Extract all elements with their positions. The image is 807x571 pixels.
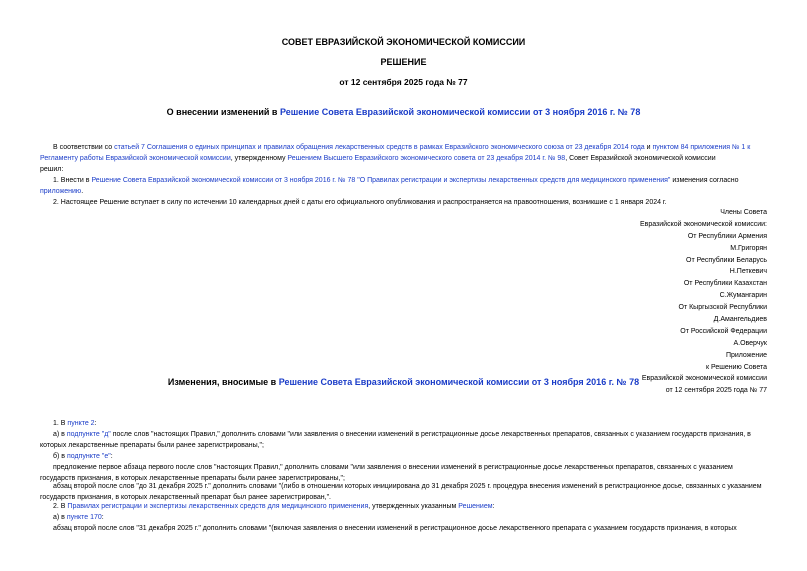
link-point-84-annex[interactable]: пунктом 84 приложения № 1 к Регламенту работы Евразийской экономической комиссии [40,144,751,162]
signature-line: От Республики Беларусь [686,256,767,264]
annex-item-2a-paragraph: абзац второй после слов "31 декабря 2025 г." дополнить словами "(включая заявления о внесении изменений в регистрационное досье лекарственного препарата с указанием государств признания, в которых [53,525,737,532]
document-title-link[interactable]: Решение Совета Евразийской экономической комиссии от 3 ноября 2016 г. № 78 [279,107,641,117]
preamble-text-2: и [644,144,653,151]
signature-line: к Решению Совета [705,363,767,371]
annex-title-prefix: Изменения, вносимые в [167,377,279,387]
annex-item-1b [40,451,770,462]
link-point-2[interactable]: пункте 2 [67,420,95,427]
signature-line: От Кыргызской Республики [678,304,767,312]
preamble-text-4: , Совет Евразийской экономической комиссии [565,155,716,162]
annex-item-1 [40,418,770,429]
link-subpoint-e[interactable]: подпункте "е" [66,453,111,460]
signature-line: От Республики Казахстан [683,280,767,288]
item1-text-1: 1. Внести в [53,177,92,184]
link-article-7-agreement[interactable]: статьей 7 Соглашения о единых принципах и правилах обращения лекарственных средств в рамках Евразийского экономического союза от 23 декабря 2014 года [114,144,645,151]
link-subpoint-d[interactable]: подпункте "д" [66,431,111,438]
document-type: РЕШЕНИЕ [380,57,427,67]
annex-item-1b-paragraph-2: абзац второй после слов "до 31 декабря 2025 г." дополнить словами "(либо в отношении которых инициирована до 31 декабря 2025 г. процедура внесения изменений в регистрационное досье, связанных с указанием государств признания, в которых лекарственный препарат был ранее зарегистрирован,". [40,483,762,501]
annex-item-1b-paragraph-1: предложение первое абзаца первого после слов "настоящих Правил," дополнить словами "или заявления о внесении изменений в регистрационные досье лекарственных препаратов, связанных с указанием государств признания, в которых лекарственные препараты были ранее зарегистрированы,"; [40,464,733,482]
annex-title [0,377,807,387]
item1-text-2: изменения согласно [670,177,739,184]
preamble-text-3: , утвержденному [230,155,288,162]
signature-line: Приложение [725,351,767,359]
resolved-label: решил: [40,166,64,173]
annex-item-1b-text-1: б) в [53,453,67,460]
signature-line: Евразийской экономической комиссии [641,375,767,383]
document-title-prefix: О внесении изменений в [166,107,280,117]
signature-line: Евразийской экономической комиссии: [639,220,767,228]
document-title [0,107,807,117]
annex-item-2-text-2: , утвержденных указанным [368,503,459,510]
link-decision-98[interactable]: Решением Высшего Евразийского экономического совета от 23 декабря 2014 г. № 98 [287,155,566,162]
annex-item-1-text: 1. В [53,420,68,427]
annex-item-2-text-1: 2. В [53,503,68,510]
annex-item-2a [40,512,770,523]
signature-line: От Российской Федерации [680,327,767,335]
signature-line: от 12 сентября 2025 года № 77 [665,387,767,395]
annex-item-1a-text-1: а) в [53,431,67,438]
link-decision[interactable]: Решением [458,503,493,510]
annex-item-2-colon: : [492,503,495,510]
decision-item-2: 2. Настоящее Решение вступает в силу по истечении 10 календарных дней с даты его официального опубликования и распространяется на правоотношения, возникшие с 1 января 2024 г. [53,199,667,206]
link-point-170[interactable]: пункте 170 [66,514,102,521]
signatures-block [467,207,767,397]
annex-item-1b-colon: : [110,453,113,460]
signature-line: От Республики Армения [687,232,767,240]
annex-title-link[interactable]: Решение Совета Евразийской экономической комиссии от 3 ноября 2016 г. № 78 [278,377,640,387]
annex-item-1-colon: : [94,420,97,427]
link-registration-rules[interactable]: Правилах регистрации и экспертизы лекарственных средств для медицинского применения [67,503,369,510]
signature-line: Д.Амангельдиев [713,316,767,324]
annex-item-1a [40,429,770,451]
signature-line: Н.Петкевич [729,268,767,276]
item1-text-3: . [81,188,84,195]
annex-item-2a-colon: : [101,514,104,521]
preamble-paragraph [40,142,770,164]
preamble-text-1: В соответствии со [53,144,115,151]
signature-line: Члены Совета [720,209,767,216]
link-annex[interactable]: приложению [40,188,82,195]
document-date-number: от 12 сентября 2025 года № 77 [339,77,468,87]
decision-item-1 [40,175,770,197]
annex-item-1a-text-2: после слов "настоящих Правил," дополнить словами "или заявления о внесении изменений в регистрационные досье лекарственных препаратов, связанных с указанием государств признания, в которых лекарственные препараты были ранее зарегистрированы,"; [40,431,751,449]
signature-line: М.Григорян [730,244,767,252]
issuing-body: СОВЕТ ЕВРАЗИЙСКОЙ ЭКОНОМИЧЕСКОЙ КОМИССИИ [281,37,526,47]
annex-item-2a-text-1: а) в [53,514,67,521]
annex-item-2 [40,501,770,512]
signature-line: А.Оверчук [733,339,767,347]
signature-line: С.Жумангарин [719,292,767,300]
link-decision-78[interactable]: Решение Совета Евразийской экономической комиссии от 3 ноября 2016 г. № 78 "О Правилах регистрации и экспертизы лекарственных средств для медицинского применения" [91,177,671,184]
